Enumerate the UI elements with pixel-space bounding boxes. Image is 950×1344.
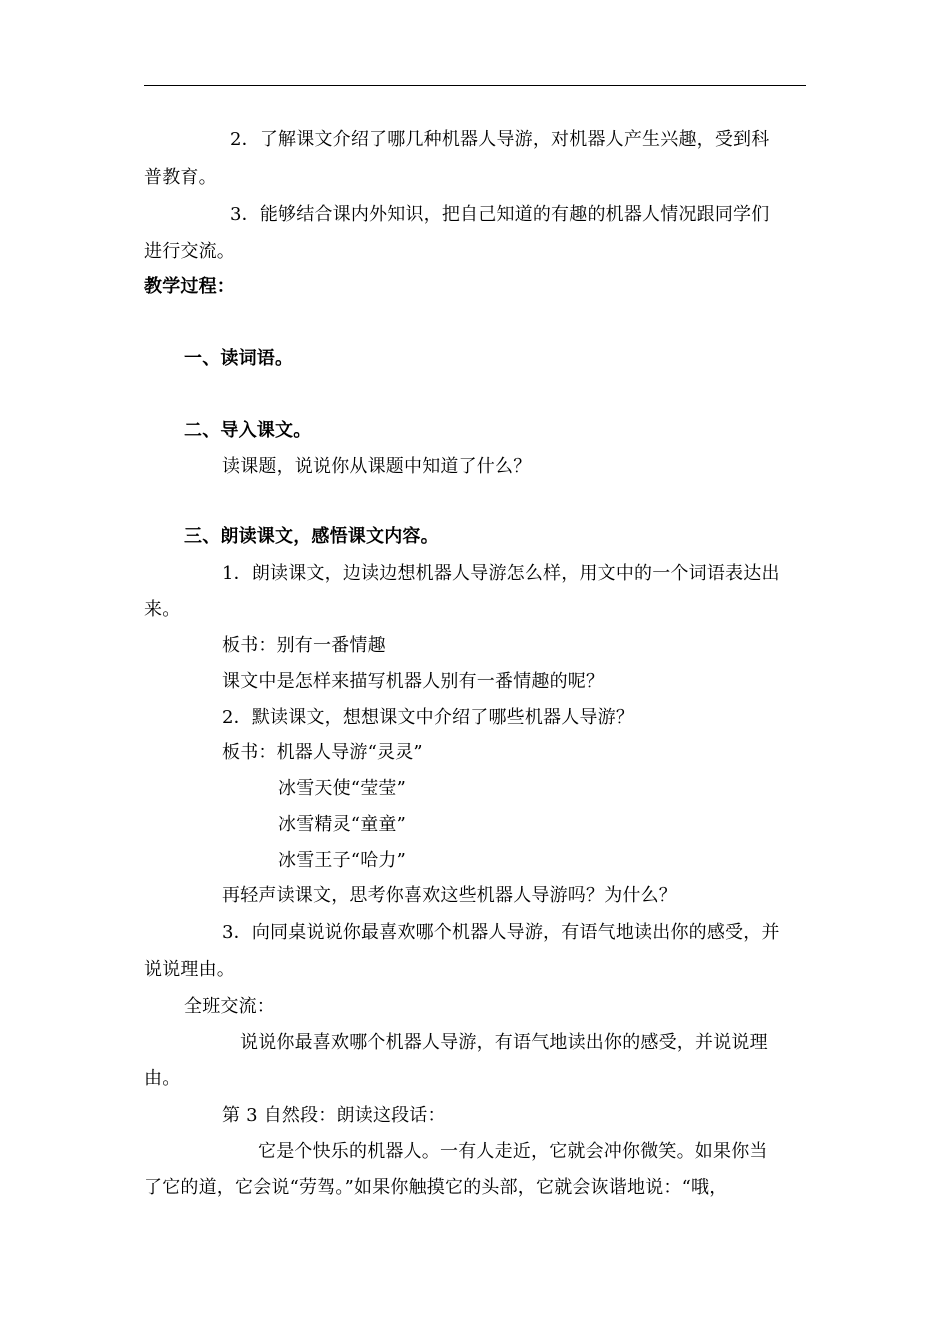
objective-3-line1: 3．能够结合课内外知识，把自己知道的有趣的机器人情况跟同学们 xyxy=(230,204,770,225)
step-2: 2．默读课文，想想课文中介绍了哪些机器人导游？ xyxy=(222,707,635,728)
step-3-line1: 3．向同桌说说你最喜欢哪个机器人导游，有语气地读出你的感受，并 xyxy=(222,922,780,943)
objective-3-line2: 进行交流。 xyxy=(144,241,235,262)
section-3-heading: 三、朗读课文，感悟课文内容。 xyxy=(184,526,439,547)
board-item: 冰雪精灵“童童” xyxy=(278,814,407,835)
paragraph-3-line1: 它是个快乐的机器人。一有人走近，它就会冲你微笑。如果你当 xyxy=(258,1141,768,1162)
section-1-heading: 一、读词语。 xyxy=(184,348,294,369)
section-2-heading: 二、导入课文。 xyxy=(184,420,312,441)
objective-2-line2: 普教育。 xyxy=(144,167,217,188)
step-1-line2: 来。 xyxy=(144,599,181,620)
board-item: 冰雪天使“莹莹” xyxy=(278,778,407,799)
class-exchange-label: 全班交流： xyxy=(184,996,275,1017)
exchange-line1: 说说你最喜欢哪个机器人导游，有语气地读出你的感受，并说说理 xyxy=(240,1032,768,1053)
step-3-line2: 说说理由。 xyxy=(144,959,235,980)
question-1: 课文中是怎样来描写机器人别有一番情趣的呢？ xyxy=(222,671,605,692)
exchange-line2: 由。 xyxy=(144,1068,181,1089)
question-2: 再轻声读课文，思考你喜欢这些机器人导游吗？为什么？ xyxy=(222,885,677,906)
step-1-line1: 1．朗读课文，边读边想机器人导游怎么样，用文中的一个词语表达出 xyxy=(222,563,780,584)
board-item: 冰雪王子“哈力” xyxy=(278,850,407,871)
section-2-prompt: 读课题，说说你从课题中知道了什么？ xyxy=(222,456,532,477)
board-note-1: 板书：别有一番情趣 xyxy=(222,635,386,656)
objective-2-line1: 2．了解课文介绍了哪几种机器人导游，对机器人产生兴趣，受到科 xyxy=(230,129,770,150)
paragraph-3-line2: 了它的道，它会说“劳驾。”如果你触摸它的头部，它就会诙谐地说：“哦， xyxy=(144,1177,728,1198)
header-rule xyxy=(144,85,806,86)
board-note-2: 板书：机器人导游“灵灵” xyxy=(222,742,423,763)
process-heading: 教学过程： xyxy=(144,276,235,297)
paragraph-3-label: 第 3 自然段：朗读这段话： xyxy=(222,1105,446,1126)
